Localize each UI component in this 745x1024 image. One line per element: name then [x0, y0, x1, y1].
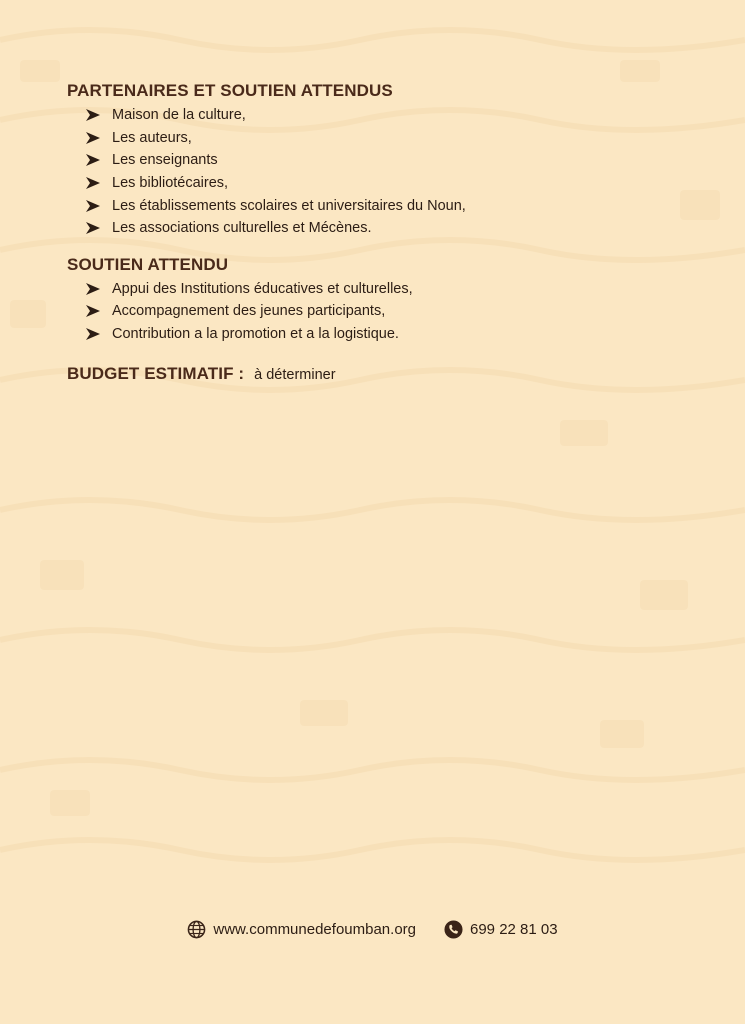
chevron-right-icon	[85, 304, 101, 318]
list-item	[85, 278, 687, 301]
list-item-text: Les associations culturelles et Mécènes.	[112, 220, 372, 237]
footer	[0, 920, 745, 939]
list-item	[85, 194, 687, 217]
partners-heading: PARTENAIRES ET SOUTIEN ATTENDUS	[67, 81, 393, 100]
document-body	[67, 78, 687, 387]
chevron-right-icon	[85, 153, 101, 167]
chevron-right-icon	[85, 282, 101, 296]
chevron-right-icon	[85, 327, 101, 341]
list-item	[85, 127, 687, 150]
chevron-right-icon	[85, 108, 101, 122]
support-heading: SOUTIEN ATTENDU	[67, 254, 229, 274]
list-item	[85, 217, 687, 240]
chevron-right-icon	[85, 176, 101, 190]
list-item	[85, 149, 687, 172]
list-item	[85, 104, 687, 127]
chevron-right-icon	[85, 199, 101, 213]
list-item-text: Les auteurs,	[112, 129, 192, 146]
chevron-right-icon	[85, 131, 101, 145]
list-item	[85, 323, 687, 346]
budget-label: BUDGET ESTIMATIF :	[67, 364, 245, 384]
budget-value: à déterminer	[254, 367, 336, 384]
list-item-text: Les enseignants	[112, 152, 218, 169]
partners-list	[85, 104, 687, 240]
chevron-right-icon	[85, 221, 101, 235]
website-link[interactable]: www.communedefoumban.org	[213, 921, 416, 938]
list-item	[85, 300, 687, 323]
list-item	[85, 172, 687, 195]
website-contact[interactable]	[187, 920, 416, 939]
phone-number[interactable]: 699 22 81 03	[470, 921, 558, 938]
list-item-text: Appui des Institutions éducatives et culturelles,	[112, 280, 413, 297]
list-item-text: Maison de la culture,	[112, 107, 246, 124]
phone-icon	[444, 920, 463, 939]
support-list	[85, 278, 687, 346]
list-item-text: Contribution a la promotion et a la logistique.	[112, 326, 399, 343]
list-item-text: Les bibliotécaires,	[112, 175, 229, 192]
budget-line	[67, 361, 687, 387]
globe-icon	[187, 920, 206, 939]
list-item-text: Les établissements scolaires et universitaires du Noun,	[112, 197, 466, 214]
list-item-text: Accompagnement des jeunes participants,	[112, 303, 386, 320]
phone-contact[interactable]	[444, 920, 558, 939]
